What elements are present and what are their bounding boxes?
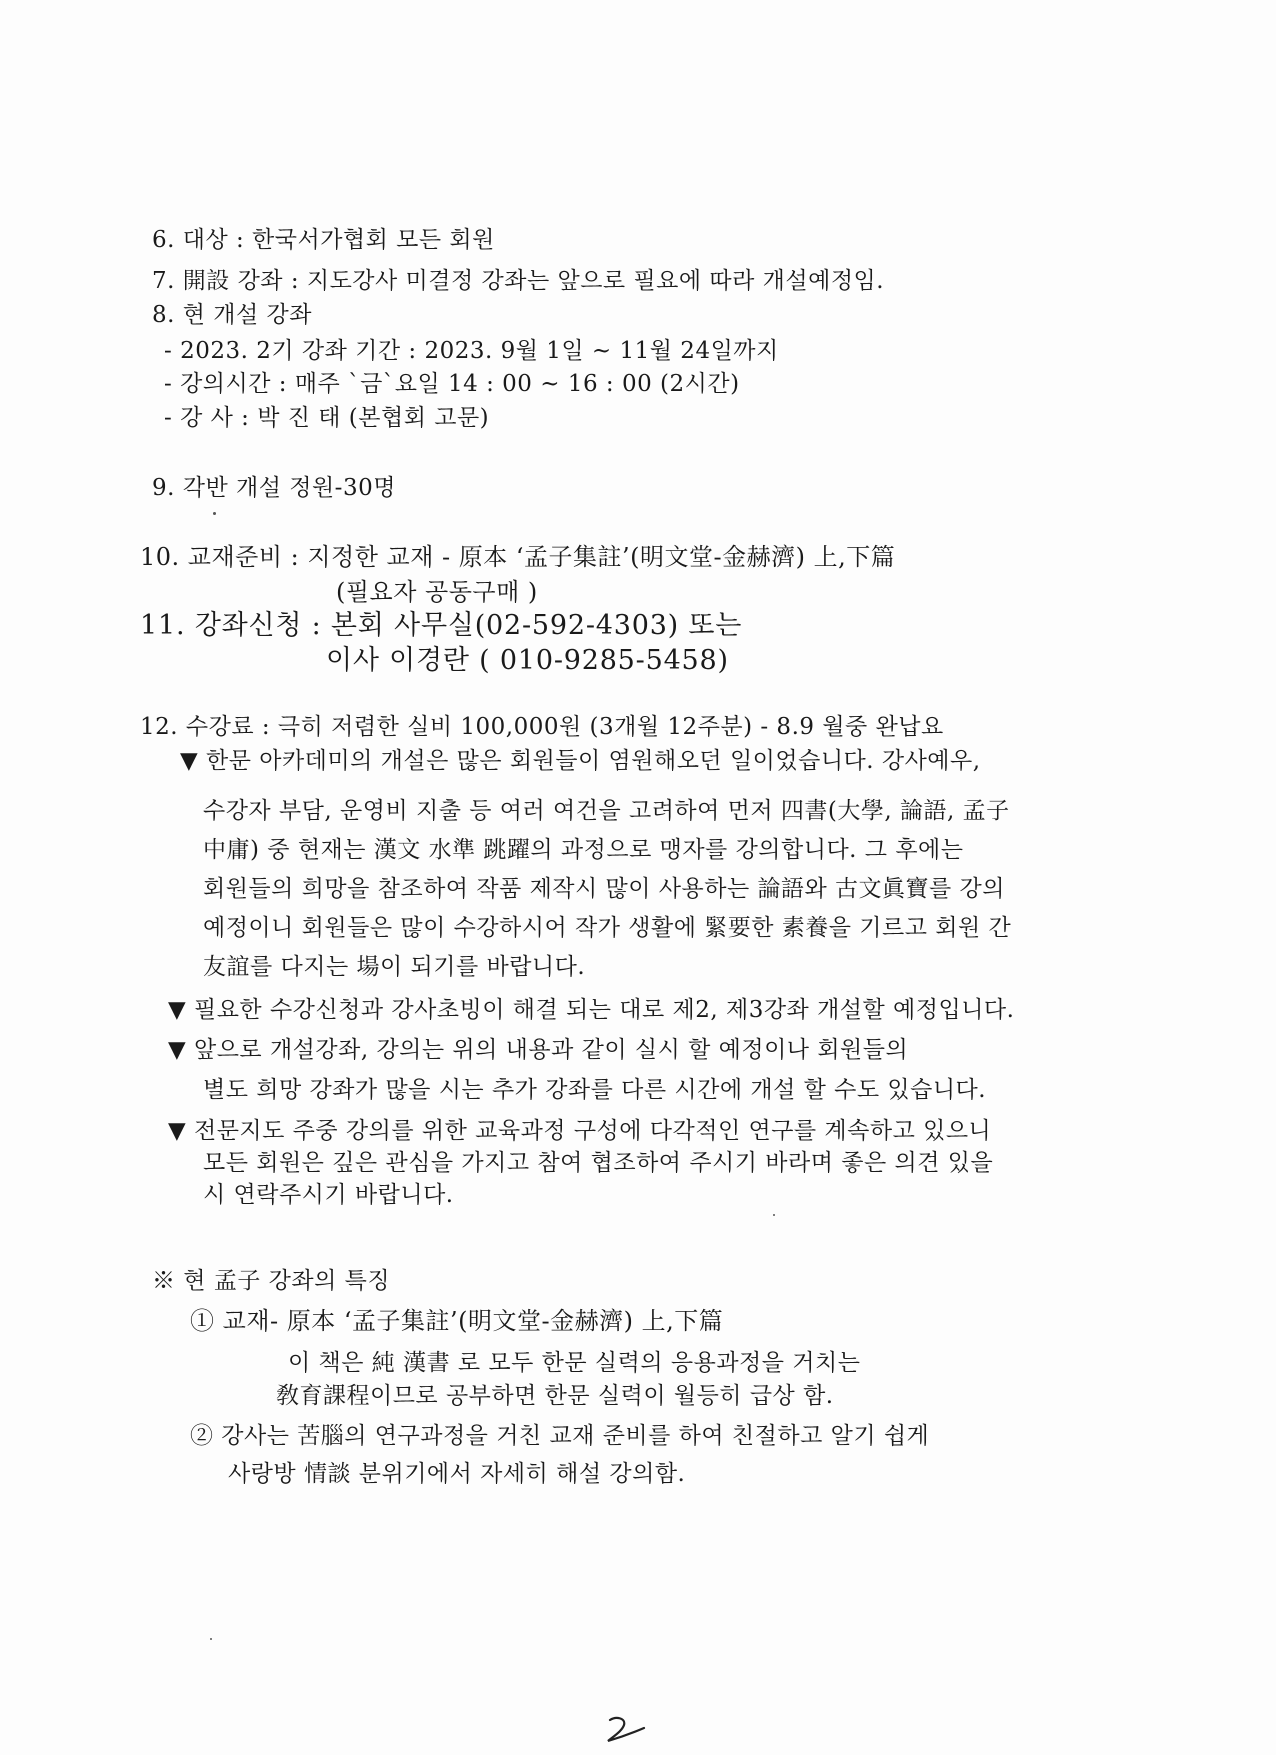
feature-1-line-1: 이 책은 純 漢書 로 모두 한문 실력의 응용과정을 거치는 bbox=[288, 1350, 861, 1376]
scan-speck bbox=[773, 1214, 775, 1216]
scan-speck bbox=[213, 512, 216, 515]
note-1-line-2: 수강자 부담, 운영비 지출 등 여러 여건을 고려하여 먼저 四書(大學, 論語, 孟子 bbox=[203, 798, 1010, 824]
note-1-line-5: 예정이니 회원들은 많이 수강하시어 작가 생활에 緊要한 素養을 기르고 회원 간 bbox=[203, 915, 1012, 941]
item-9-capacity: 9. 각반 개설 정원-30명 bbox=[152, 475, 396, 501]
features-heading: ※ 현 孟子 강좌의 특징 bbox=[152, 1268, 391, 1294]
note-1-line-1: ▼ 한문 아카데미의 개설은 많은 회원들이 염원해오던 일이었습니다. 강사예우, bbox=[180, 748, 981, 774]
feature-2-line-2: 사랑방 情談 분위기에서 자세히 해설 강의함. bbox=[228, 1461, 686, 1487]
note-3-line-2: 별도 희망 강좌가 많을 시는 추가 강좌를 다른 시간에 개설 할 수도 있습니다. bbox=[203, 1077, 987, 1103]
item-8-time: - 강의시간 : 매주 `금`요일 14 : 00 ~ 16 : 00 (2시간) bbox=[164, 371, 740, 397]
item-12-fee: 12. 수강료 : 극히 저렴한 실비 100,000원 (3개월 12주분) - 8.9 월중 완납요 bbox=[140, 714, 944, 740]
item-6-target: 6. 대상 : 한국서가협회 모든 회원 bbox=[152, 227, 495, 253]
item-11-contact: 이사 이경란 ( 010-9285-5458) bbox=[326, 645, 729, 676]
item-10-purchase-note: (필요자 공동구매 ) bbox=[336, 578, 538, 606]
item-10-textbook: 10. 교재준비 : 지정한 교재 - 原本 ‘孟子集註’(明文堂-金赫濟) 上,下篇 bbox=[140, 543, 896, 571]
note-2: ▼ 필요한 수강신청과 강사초빙이 해결 되는 대로 제2, 제3강좌 개설할 예정입니다. bbox=[168, 997, 1015, 1023]
note-1-line-3: 中庸) 중 현재는 漢文 水準 跳躍의 과정으로 맹자를 강의합니다. 그 후에는 bbox=[203, 837, 964, 863]
note-4-line-3: 시 연락주시기 바랍니다. bbox=[203, 1182, 454, 1208]
item-7-courses: 7. 開設 강좌 : 지도강사 미결정 강좌는 앞으로 필요에 따라 개설예정임. bbox=[152, 268, 885, 294]
item-8-period: - 2023. 2기 강좌 기간 : 2023. 9월 1일 ~ 11월 24일까지 bbox=[164, 338, 779, 364]
scan-speck bbox=[210, 1638, 212, 1640]
feature-2-line-1: ② 강사는 苦腦의 연구과정을 거친 교재 준비를 하여 친절하고 알기 쉽게 bbox=[190, 1423, 930, 1449]
note-4-line-2: 모든 회원은 깊은 관심을 가지고 참여 협조하여 주시기 바라며 좋은 의견 있을 bbox=[203, 1150, 994, 1176]
note-4-line-1: ▼ 전문지도 주중 강의를 위한 교육과정 구성에 다각적인 연구를 계속하고 있으니 bbox=[168, 1118, 992, 1144]
note-1-line-4: 회원들의 희망을 참조하여 작품 제작시 많이 사용하는 論語와 古文眞寶를 강의 bbox=[203, 876, 1005, 902]
feature-1-line-2: 敎育課程이므로 공부하면 한문 실력이 월등히 급상 함. bbox=[276, 1383, 834, 1409]
item-8-current-course: 8. 현 개설 강좌 bbox=[152, 302, 312, 328]
note-1-line-6: 友誼를 다지는 場이 되기를 바랍니다. bbox=[203, 954, 586, 980]
handwritten-page-number bbox=[604, 1714, 650, 1748]
item-8-instructor: - 강 사 : 박 진 태 (본협회 고문) bbox=[164, 405, 490, 431]
note-3-line-1: ▼ 앞으로 개설강좌, 강의는 위의 내용과 같이 실시 할 예정이나 회원들의 bbox=[168, 1037, 909, 1063]
feature-1-title: ① 교재- 原本 ‘孟子集註’(明文堂-金赫濟) 上,下篇 bbox=[190, 1307, 724, 1335]
item-11-application: 11. 강좌신청 : 본회 사무실(02-592-4303) 또는 bbox=[140, 610, 743, 641]
